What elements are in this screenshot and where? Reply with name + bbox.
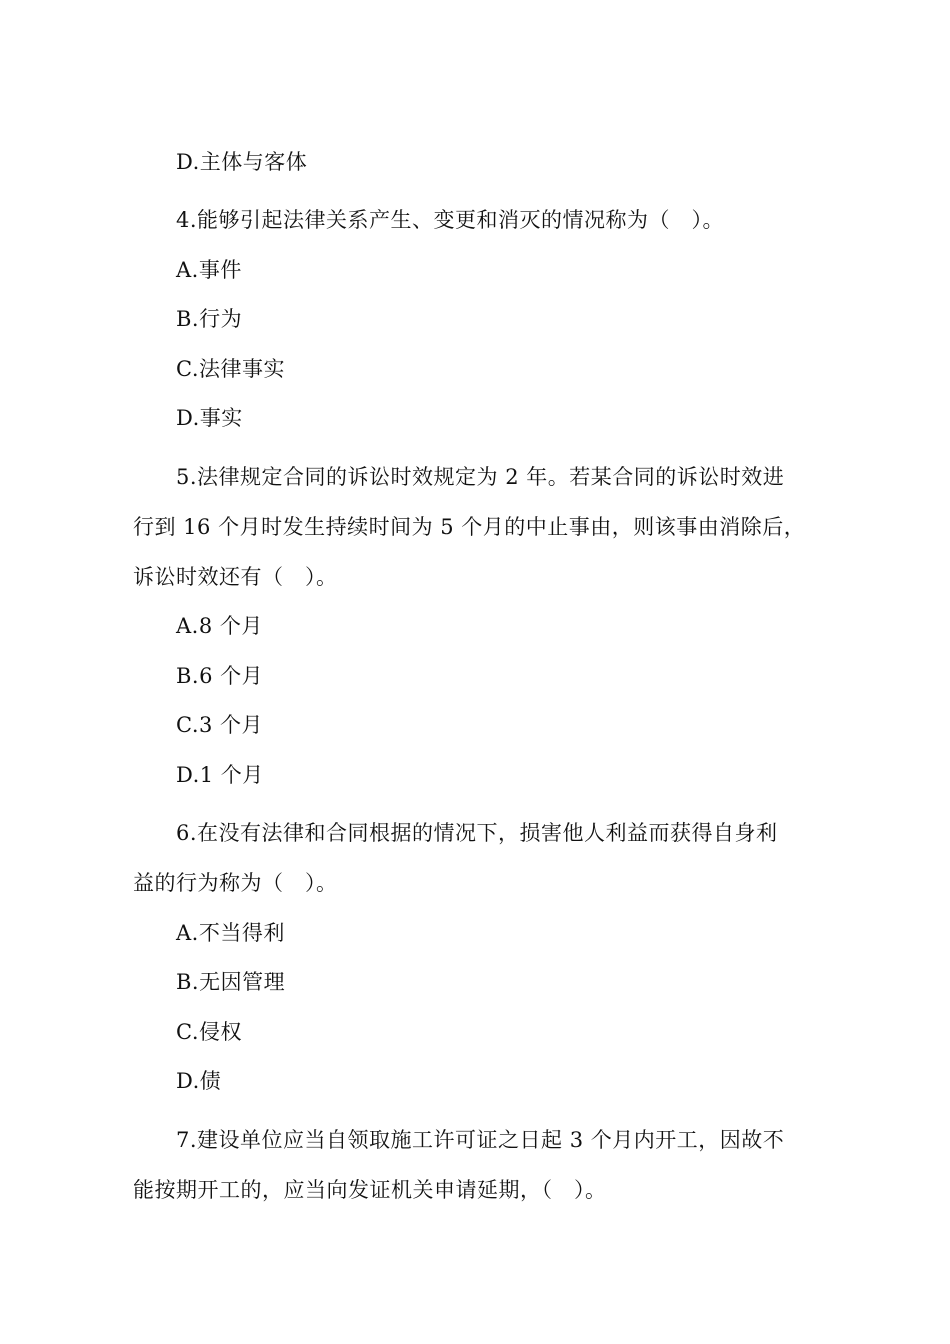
question-4-option-d: D.事实 [176, 406, 243, 430]
question-6-option-b: B.无因管理 [176, 970, 286, 994]
question-4-option-a: A.事件 [176, 258, 242, 282]
question-5-option-b: B.6 个月 [176, 664, 264, 688]
question-4-option-b: B.行为 [176, 307, 243, 331]
question-5-option-d: D.1 个月 [176, 763, 264, 787]
question-5-line-3: 诉讼时效还有（ ）。 [133, 565, 338, 589]
question-7-line-1: 7.建设单位应当自领取施工许可证之日起 3 个月内开工，因故不 [176, 1128, 785, 1152]
question-6-option-c: C.侵权 [176, 1020, 242, 1044]
question-7-line-2: 能按期开工的，应当向发证机关申请延期，（ ）。 [133, 1178, 607, 1202]
question-6-line-2: 益的行为称为（ ）。 [133, 871, 338, 895]
question-6-line-1: 6.在没有法律和合同根据的情况下，损害他人利益而获得自身利 [176, 821, 778, 845]
question-5-line-2: 行到 16 个月时发生持续时间为 5 个月的中止事由，则该事由消除后， [133, 515, 806, 539]
question-5-option-a: A.8 个月 [176, 614, 263, 638]
question-5-line-1: 5.法律规定合同的诉讼时效规定为 2 年。若某合同的诉讼时效进 [176, 465, 785, 489]
question-4-option-c: C.法律事实 [176, 357, 285, 381]
question-6-option-d: D.债 [176, 1069, 222, 1093]
question-5-option-c: C.3 个月 [176, 713, 264, 737]
option-text: D.主体与客体 [176, 150, 308, 174]
question-6-option-a: A.不当得利 [176, 921, 285, 945]
question-4-line-1: 4.能够引起法律关系产生、变更和消灭的情况称为（ ）。 [176, 208, 725, 232]
